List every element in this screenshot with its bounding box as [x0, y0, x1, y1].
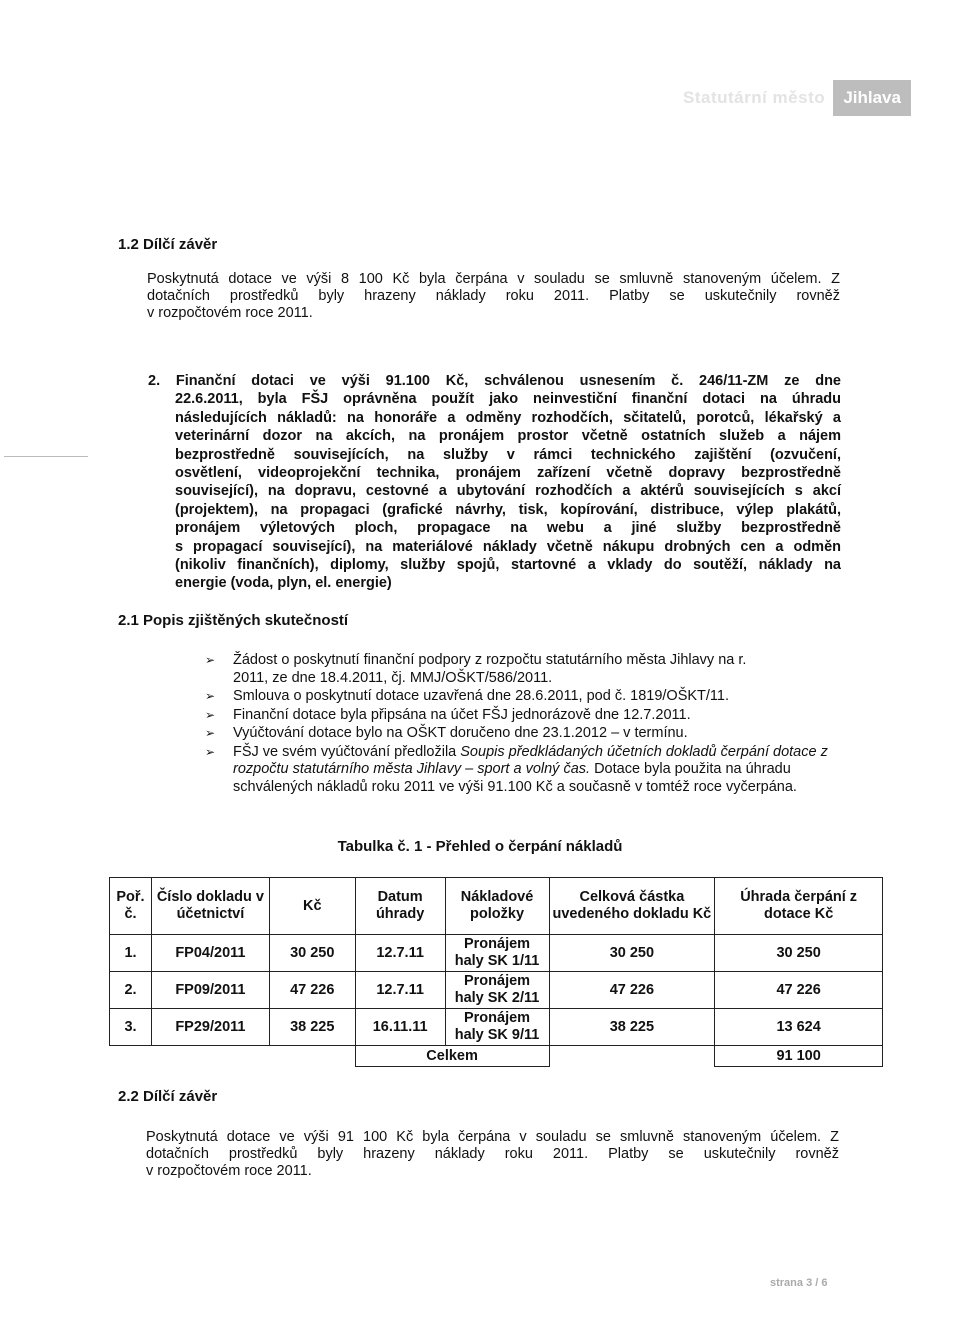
- logo-city-name: Jihlava: [833, 80, 911, 116]
- item-2-line: (nikoliv finančních), diplomy, služby spojů, startovné a vklady do soutěží, náklady na: [175, 557, 841, 574]
- column-header: Datum úhrady: [355, 878, 445, 935]
- document-title: Soupis předkládaných účetních dokladů čerpání dotace z rozpočtu statutárního města Jihlavy – sport a volný čas.: [233, 743, 828, 777]
- column-header: Číslo dokladu v účetnictví: [151, 878, 269, 935]
- item-2-line: bezprostředně souvisejících, na služby v rámci technického zajištění (ozvučení,: [175, 446, 841, 463]
- paragraph-line: v rozpočtovém roce 2011.: [146, 1163, 312, 1179]
- table-cell: 12.7.11: [355, 935, 445, 972]
- item-2-line: s propagací související), na materiálové náklady včetně nákupu drobných cen a odměn: [175, 538, 841, 555]
- table-cell: 38 225: [269, 1009, 355, 1046]
- column-header: Úhrada čerpání z dotace Kč: [715, 878, 883, 935]
- paragraph-line: Poskytnutá dotace ve výši 8 100 Kč byla čerpána v souladu se smluvně stanoveným účelem. Z: [147, 271, 840, 287]
- findings-list: [205, 652, 845, 797]
- item-2-line: pronájem výletových ploch, propagace na webu a jiné služby bezprostředně: [175, 520, 841, 537]
- column-header: Poř. č.: [110, 878, 152, 935]
- table-cell: FP04/2011: [151, 935, 269, 972]
- total-label: Celkem: [355, 1046, 549, 1067]
- arrow-bullet-icon: ➢: [205, 707, 216, 722]
- list-item-text: Finanční dotace byla připsána na účet FŠJ jednorázově dne 12.7.2011.: [233, 706, 691, 723]
- list-item-text: Smlouva o poskytnutí dotace uzavřená dne 28.6.2011, pod č. 1819/OŠKT/11.: [233, 688, 730, 704]
- item-2-line: 22.6.2011, byla FŠJ oprávněna použít jako neinvestiční finanční dotaci na úhradu: [175, 391, 841, 408]
- city-logo: [683, 80, 911, 116]
- list-item-line: Žádost o poskytnutí finanční podpory z rozpočtu statutárního města Jihlavy na r.: [233, 652, 747, 668]
- list-item: [205, 707, 845, 725]
- logo-city-text: Statutární město: [683, 88, 826, 107]
- heading-1-2: 1.2 Dílčí závěr: [118, 236, 218, 253]
- expense-table: [109, 877, 883, 1067]
- item-2-line: energie (voda, plyn, el. energie): [175, 575, 392, 592]
- table-cell: Pronájem haly SK 9/11: [445, 1009, 549, 1046]
- list-item-text: FŠJ ve svém vyúčtování předložila Soupis předkládaných účetních dokladů čerpání dotace z rozpočtu statutárního města Jihlavy – sport a volný čas. Dotace byla použita na úhradu schválených nákladů roku 2011 ve výši 91.100 Kč a současně v tomtéž roce vyčerpána.: [233, 743, 828, 795]
- list-item: [205, 744, 845, 797]
- table-caption: Tabulka č. 1 - Přehled o čerpání nákladů: [337, 838, 623, 855]
- table-cell: 3.: [110, 1009, 152, 1046]
- list-item-text: Vyúčtování dotace bylo na OŠKT doručeno dne 23.1.2012 – v termínu.: [233, 725, 688, 741]
- list-item: [205, 652, 845, 687]
- table-cell: 47 226: [549, 972, 715, 1009]
- total-value: 91 100: [715, 1046, 883, 1067]
- table-cell: 38 225: [549, 1009, 715, 1046]
- table-header-row: [110, 878, 883, 935]
- table-cell: Pronájem haly SK 1/11: [445, 935, 549, 972]
- item-2-line: související), na dopravu, cestovné a ubytování rozhodčích a aktérů souvisejících s akcí: [175, 483, 841, 500]
- paragraph-1-2: [147, 271, 840, 322]
- table-total-row: [110, 1046, 883, 1067]
- table-cell: 12.7.11: [355, 972, 445, 1009]
- table-cell: 16.11.11: [355, 1009, 445, 1046]
- table-row: [110, 972, 883, 1009]
- table-cell: 47 226: [269, 972, 355, 1009]
- paragraph-line: dotačních prostředků byly hrazeny náklady roku 2011. Platby se uskutečnily rovněž: [146, 1146, 839, 1162]
- item-2-line: veterinární dozor na akcích, na pronájem prostor včetně ostatních služeb a nájem: [175, 428, 841, 445]
- table-cell: 47 226: [715, 972, 883, 1009]
- paragraph-line: v rozpočtovém roce 2011.: [147, 305, 313, 321]
- list-item: [205, 688, 845, 706]
- table-cell: 30 250: [269, 935, 355, 972]
- paragraph-line: Poskytnutá dotace ve výši 91 100 Kč byla čerpána v souladu se smluvně stanoveným účelem. Z: [146, 1129, 839, 1145]
- table-row: [110, 1009, 883, 1046]
- arrow-bullet-icon: ➢: [205, 653, 216, 667]
- table-cell: FP29/2011: [151, 1009, 269, 1046]
- table-cell: Pronájem haly SK 2/11: [445, 972, 549, 1009]
- item-2-line: 2. Finanční dotaci ve výši 91.100 Kč, schválenou usnesením č. 246/11-ZM ze dne: [148, 373, 841, 389]
- item-2-paragraph: [148, 372, 841, 593]
- item-2-line: (projektem), na propagaci (grafické návrhy, tisk, kopírování, distribuce, výlep plakátů,: [175, 501, 841, 518]
- list-item-line: 2011, ze dne 18.4.2011, čj. MMJ/OŠKT/586/2011.: [233, 669, 553, 686]
- item-2-line: osvětlení, videoprojekční technika, pronájem zařízení včetně dopravy bezprostředně: [175, 465, 841, 482]
- arrow-bullet-icon: ➢: [205, 726, 216, 740]
- page-number: strana 3 / 6: [770, 1277, 828, 1289]
- arrow-bullet-icon: ➢: [205, 744, 216, 759]
- item-2-line: následujících nákladů: na honoráře a odměny rozhodčích, sčitatelů, porotců, lékařský a: [175, 409, 841, 426]
- paragraph-2-2: [146, 1129, 839, 1180]
- list-item: [205, 725, 845, 743]
- table-cell: FP09/2011: [151, 972, 269, 1009]
- table-cell: 1.: [110, 935, 152, 972]
- column-header: Celková částka uvedeného dokladu Kč: [549, 878, 715, 935]
- table-row: [110, 935, 883, 972]
- arrow-bullet-icon: ➢: [205, 689, 216, 703]
- table-cell: 2.: [110, 972, 152, 1009]
- table-cell: 13 624: [715, 1009, 883, 1046]
- column-header: Kč: [269, 878, 355, 935]
- heading-2-1: 2.1 Popis zjištěných skutečností: [118, 612, 349, 629]
- margin-rule: [4, 456, 88, 457]
- table-cell: 30 250: [549, 935, 715, 972]
- table-cell: 30 250: [715, 935, 883, 972]
- paragraph-line: dotačních prostředků byly hrazeny náklady roku 2011. Platby se uskutečnily rovněž: [147, 288, 840, 304]
- column-header: Nákladové položky: [445, 878, 549, 935]
- heading-2-2: 2.2 Dílčí závěr: [118, 1088, 218, 1105]
